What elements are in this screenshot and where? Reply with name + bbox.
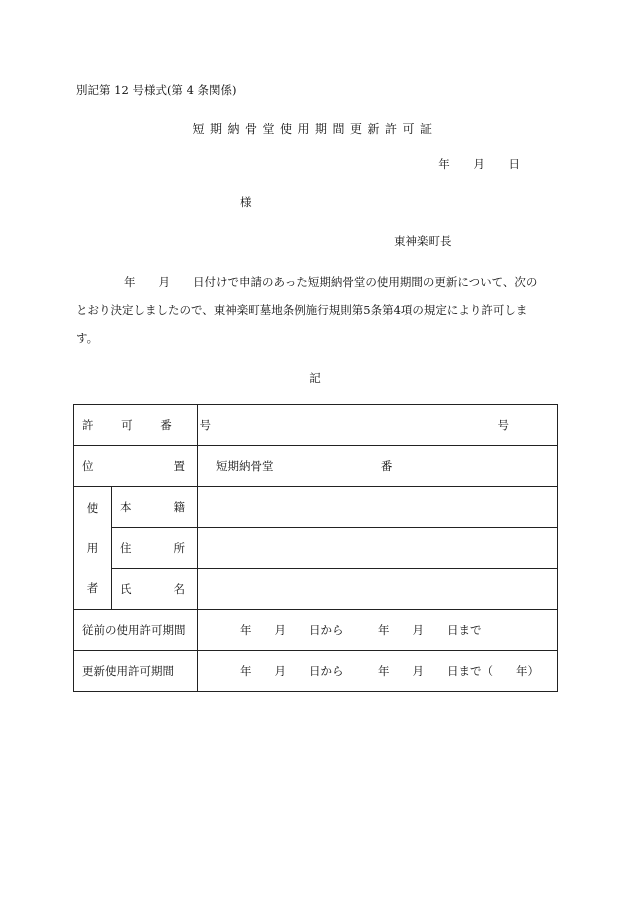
location-field (198, 446, 558, 487)
name-label: 氏 名 (112, 569, 198, 610)
permit-table (73, 404, 558, 692)
honseki-field (198, 487, 558, 528)
table-row (74, 405, 558, 446)
new-period-label: 更新使用許可期間 (74, 651, 198, 692)
issue-date: 年 月 日 (438, 157, 520, 171)
table-row (74, 569, 558, 610)
permit-number-field: 号 (198, 405, 558, 446)
document-title: 短期納骨堂使用期間更新許可証 (192, 122, 438, 136)
location-label: 位 置 (74, 446, 198, 487)
location-value: 短期納骨堂 (216, 459, 274, 473)
form-reference: 別記第 12 号様式(第 4 条関係) (76, 83, 237, 97)
previous-period-label: 従前の使用許可期間 (74, 610, 198, 651)
address-label: 住 所 (112, 528, 198, 569)
honseki-label: 本 籍 (112, 487, 198, 528)
new-period-field: 年 月 日から 年 月 日まで（ 年） (198, 651, 558, 692)
previous-period-field: 年 月 日から 年 月 日まで (198, 610, 558, 651)
name-field (198, 569, 558, 610)
table-row (74, 487, 558, 528)
address-field (198, 528, 558, 569)
table-row (74, 446, 558, 487)
body-paragraph: 年 月 日付けで申請のあった短期納骨堂の使用期間の更新について、次のとおり決定しましたので、東神楽町墓地条例施行規則第5条第4項の規定により許可します。 (76, 275, 538, 345)
user-label: 使 用 者 (74, 487, 112, 610)
table-row (74, 610, 558, 651)
table-row (74, 651, 558, 692)
location-ban: 番 (380, 459, 393, 473)
table-row (74, 528, 558, 569)
addressee-suffix: 様 (240, 195, 252, 209)
ki-heading: 記 (309, 371, 321, 385)
permit-number-label: 許 可 番 号 (74, 405, 198, 446)
issuer-name: 東神楽町長 (394, 234, 452, 248)
